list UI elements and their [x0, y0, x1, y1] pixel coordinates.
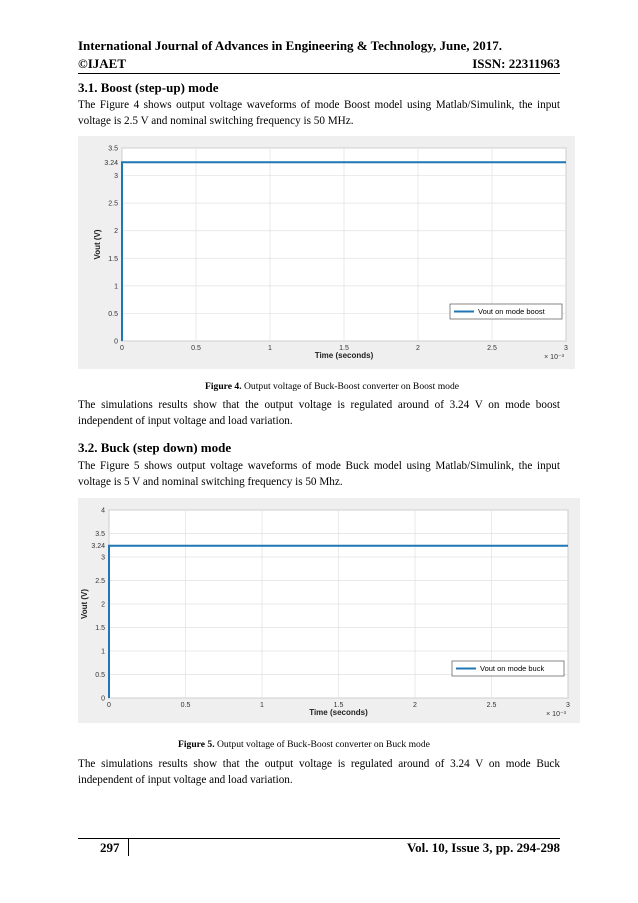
y-tick-label: 2.5 [108, 200, 118, 208]
x-tick-label: 3 [566, 702, 570, 709]
x-tick-label: 1.5 [339, 345, 349, 352]
x-tick-label: 1 [260, 702, 264, 709]
section-intro-buck: The Figure 5 shows output voltage waveforms of mode Buck model using Matlab/Simulink, the input voltage is 5 V and nominal switching frequency is 50 Mhz. [78, 460, 560, 488]
y-axis-label: Vout (V) [80, 588, 89, 620]
y-tick-label: 3.24 [91, 543, 105, 551]
figure-5-plot [78, 498, 580, 723]
y-tick-label: 1.5 [95, 625, 105, 632]
y-tick-label: 1.5 [108, 255, 118, 263]
figure-4-plot [78, 136, 575, 369]
y-tick-label: 2 [101, 601, 105, 609]
footer-rule [78, 838, 560, 839]
x-axis-label: Time (seconds) [309, 708, 368, 717]
y-tick-label: 3 [114, 173, 118, 181]
footer-divider [128, 838, 129, 856]
y-tick-label: 0.5 [108, 310, 118, 318]
issn: ISSN: 22311963 [472, 56, 560, 71]
x-tick-label: 0.5 [191, 345, 201, 352]
x-tick-label: 2.5 [487, 345, 497, 352]
y-tick-label: 3.5 [95, 531, 105, 538]
figure-4-caption-label: Figure 4. [205, 381, 242, 392]
y-tick-label: 3.5 [108, 145, 118, 153]
x-tick-label: 0.5 [180, 702, 191, 709]
section-intro-boost: The Figure 4 shows output voltage waveforms of mode Boost model using Matlab/Simulink, the input voltage is 2.5 V and nominal switching frequency is 50 MHz. [78, 99, 560, 127]
figure-5-caption-text: Output voltage of Buck-Boost converter on Buck mode [214, 739, 430, 750]
y-tick-label: 1 [114, 283, 118, 291]
section-title-buck: 3.2. Buck (step down) mode [78, 440, 232, 455]
page-number: 297 [100, 840, 120, 855]
x-tick-label: 1 [268, 345, 272, 352]
y-tick-label: 2 [114, 228, 118, 236]
y-tick-label: 3.24 [104, 159, 118, 167]
section-result-boost: The simulations results show that the output voltage is regulated around of 3.24 V on mode boost independent of input voltage and load variation. [78, 399, 560, 427]
figure-5-svg [78, 498, 580, 723]
x-multiplier: × 10⁻³ [544, 354, 564, 361]
y-tick-label: 0 [101, 695, 105, 703]
legend-entry: Vout on mode buck [480, 664, 545, 674]
x-tick-label: 2 [416, 345, 420, 352]
y-tick-label: 0.5 [95, 672, 105, 679]
x-tick-label: 3 [564, 345, 568, 352]
figure-4-caption [205, 381, 459, 392]
y-tick-label: 0 [114, 338, 118, 346]
volume-info: Vol. 10, Issue 3, pp. 294-298 [406, 840, 560, 855]
x-tick-label: 1.5 [333, 702, 344, 709]
header-rule [78, 73, 560, 74]
x-multiplier: × 10⁻³ [546, 711, 566, 718]
y-tick-label: 4 [101, 507, 105, 515]
x-tick-label: 2 [413, 702, 417, 709]
legend-entry: Vout on mode boost [478, 307, 545, 317]
figure-4-caption-text: Output voltage of Buck-Boost converter on Boost mode [241, 381, 460, 392]
section-title-boost: 3.1. Boost (step-up) mode [78, 80, 219, 95]
figure-5-caption-label: Figure 5. [178, 739, 215, 750]
x-tick-label: 0 [107, 702, 111, 709]
figure-4-svg [78, 136, 575, 369]
y-tick-label: 2.5 [95, 578, 105, 585]
x-axis-label: Time (seconds) [314, 351, 374, 360]
figure-5-caption [178, 739, 430, 750]
y-tick-label: 1 [101, 648, 105, 656]
copyright: ©IJAET [78, 56, 127, 71]
x-tick-label: 0 [120, 345, 124, 352]
y-tick-label: 3 [101, 554, 105, 562]
journal-title: International Journal of Advances in Engineering & Technology, June, 2017. [78, 38, 503, 53]
x-tick-label: 2.5 [486, 702, 497, 709]
section-result-buck: The simulations results show that the output voltage is regulated around of 3.24 V on mode Buck independent of input voltage and load variation. [78, 758, 560, 786]
y-axis-label: Vout (V) [93, 229, 102, 260]
